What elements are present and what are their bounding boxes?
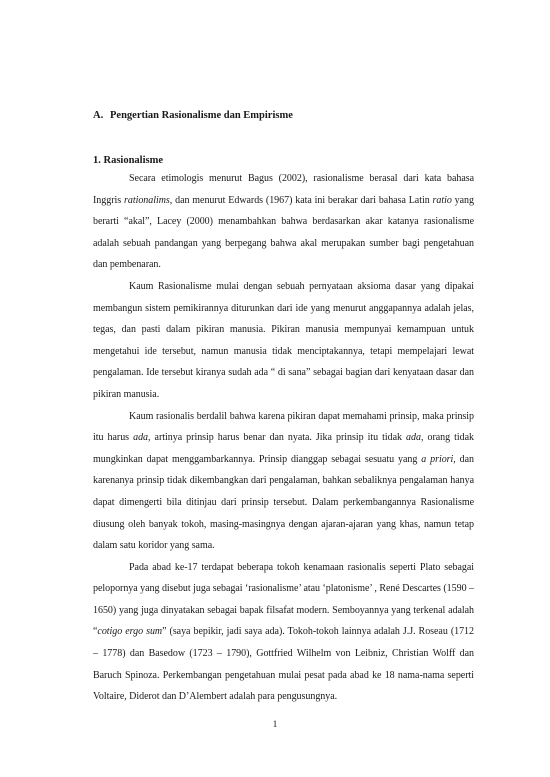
paragraph-etymology (93, 168, 474, 276)
italic-term: a priori (421, 453, 454, 465)
text-run: , artinya prinsip harus benar dan nyata. Jika prinsip itu tidak (148, 432, 407, 444)
section-number: A. (93, 110, 104, 121)
paragraph-figures (93, 557, 474, 708)
text-run: , dan menurut Edwards (1967) kata ini berakar dari bahasa Latin (169, 194, 433, 206)
paragraph-principles (93, 406, 474, 557)
page-number: 1 (272, 720, 278, 730)
paragraph-axioms (93, 276, 474, 406)
text-run: Kaum Rasionalisme mulai dengan sebuah pernyataan aksioma dasar yang dipakai membangun sistem pemikirannya diturunkan dari ide yang menurut anggapannya adalah jelas, tegas, dan pasti dalam pikiran manusia. Pikiran manusia mempunyai kemampuan untuk mengetahui ide tersebut, namun manusia tidak menciptakannya, tetapi mempelajari lewat pengalaman. Ide tersebut kiranya sudah ada “ di sana” sebagai bagian dari kenyataan dasar dan pikiran manusia. (93, 280, 474, 400)
section-heading (93, 109, 474, 123)
text-run: , orang tidak mungkinkan dapat menggambarkannya. Prinsip dianggap sebagai sesuatu yang (93, 432, 475, 465)
text-run: , dan karenanya prinsip tidak dikembangkan dari pengalaman, bahkan sebaliknya pengalaman hanya dapat dimengerti bila ditinjau dari prinsip tersebut. Dalam perkembangannya Rasionalisme diusung oleh banyak tokoh, masing-masingnya dengan ajaran-ajaran yang khas, namun tetap dalam satu koridor yang sama. (93, 453, 474, 552)
subsection-heading: 1. Rasionalisme (93, 155, 164, 166)
italic-term: cotigo ergo sum (97, 626, 163, 638)
italic-term: ada (133, 432, 149, 444)
text-run: yang berarti “akal”, Lacey (2000) menambahkan bahwa berdasarkan akar katanya rasionalisme adalah sebuah pandangan yang berpegang bahwa akal merupakan sumber bagi pengetahuan dan pembenaran. (93, 194, 474, 271)
italic-term: ada (406, 432, 421, 444)
page-content (93, 109, 474, 708)
italic-term: rationalims (123, 194, 170, 206)
text-run: Secara etimologis menurut Bagus (2002), rasionalisme berasal dari kata bahasa Inggris (93, 173, 474, 206)
italic-term: ratio (432, 194, 452, 206)
text-run: Pada abad ke-17 terdapat beberapa tokoh kenamaan rasionalis seperti Plato sebagai pelopornya yang disebut juga sebagai ‘rasionalisme’ atau ‘platonisme’ , René Descartes (1590 – 1650) yang juga dinyatakan sebagai bapak filsafat modern. Semboyannya yang terkenal adalah “ (93, 561, 474, 638)
section-title: Pengertian Rasionalisme dan Empirisme (110, 110, 293, 121)
text-run: Kaum rasionalis berdalil bahwa karena pikiran dapat memahami prinsip, maka prinsip itu harus (93, 410, 474, 444)
text-run: ” (saya bepikir, jadi saya ada). Tokoh-tokoh lainnya adalah J.J. Roseau (1712 – 1778) dan Basedow (1723 – 1790), Gottfried Wilhelm von Leibniz, Christian Wolff dan Baruch Spinoza. Perkembangan pengetahuan mulai pesat pada abad ke 18 nama-nama seperti Voltaire, Diderot dan D’Alembert adalah para pengusungnya. (93, 626, 474, 703)
